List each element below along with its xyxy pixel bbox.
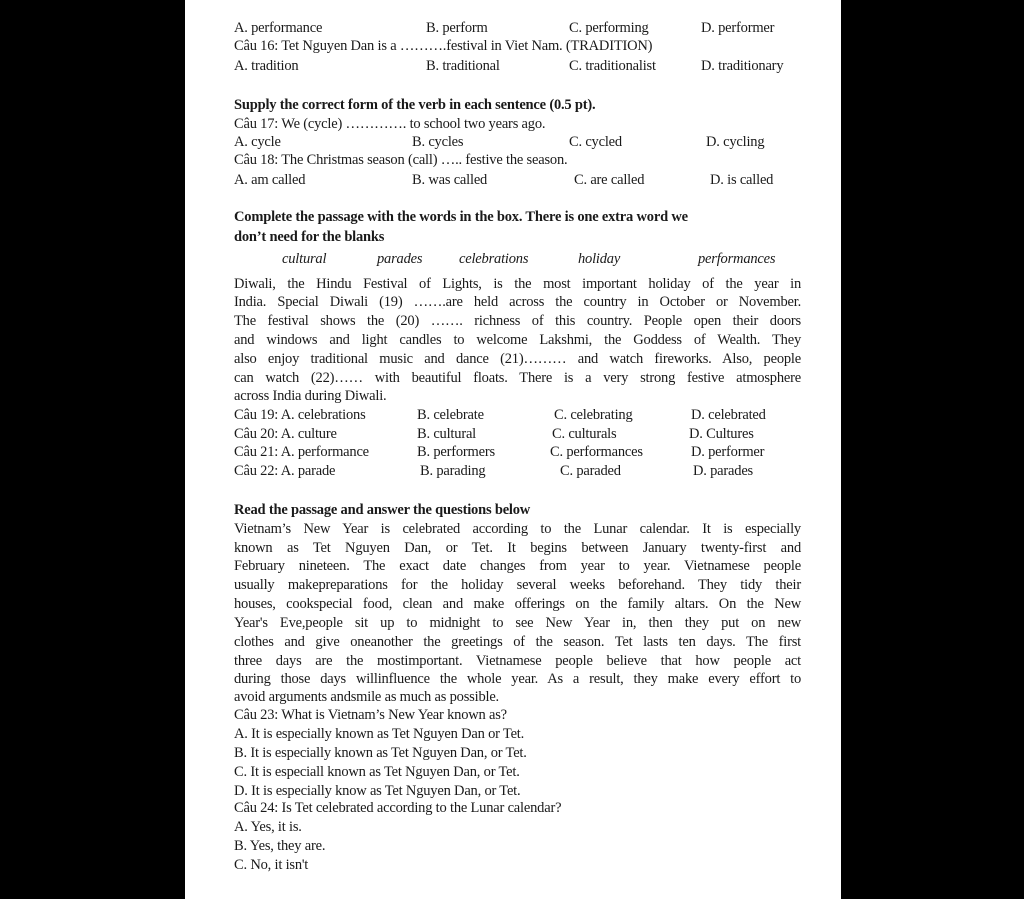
q16-option-c: C. traditionalist — [569, 58, 656, 74]
q23-question: Câu 23: What is Vietnam’s New Year known as? — [234, 707, 507, 723]
passage1-line: The festival shows the (20) ……. richness of this country. People open their doors — [234, 313, 801, 329]
q23-option-b: B. It is especially known as Tet Nguyen Dan, or Tet. — [234, 745, 527, 761]
q19-options — [234, 406, 801, 424]
q24-option-a: A. Yes, it is. — [234, 819, 302, 835]
q19-option-c: C. celebrating — [554, 407, 633, 423]
q16-option-d: D. traditionary — [701, 58, 784, 74]
passage2-line: usually makepreparations for the holiday several weeks beforehand. They tidy their — [234, 577, 801, 593]
q22-question: Câu 22: A. parade — [234, 463, 336, 479]
q20-option-c: C. culturals — [552, 426, 617, 442]
passage1-line: across India during Diwali. — [234, 388, 387, 404]
word-box-item: performances — [698, 251, 776, 267]
q17-options — [234, 133, 801, 151]
word-box-item: parades — [377, 251, 423, 267]
passage2-line: during those days willinfluence the whole year. As a result, they make every effort to — [234, 671, 801, 687]
passage2-line: houses, cookspecial food, clean and make offerings on the family altars. On the New — [234, 596, 801, 612]
q19-option-b: B. celebrate — [417, 407, 484, 423]
q17-question: Câu 17: We (cycle) …………. to school two years ago. — [234, 116, 546, 132]
q18-option-a: A. am called — [234, 172, 306, 188]
q24-question: Câu 24: Is Tet celebrated according to the Lunar calendar? — [234, 800, 562, 816]
passage1-line: also enjoy traditional music and dance (21)……… and watch fireworks. Also, people — [234, 351, 801, 367]
word-box-item: holiday — [578, 251, 621, 267]
q18-option-b: B. was called — [412, 172, 488, 188]
passage2-line: three days are the mostimportant. Vietnamese people believe that how people act — [234, 653, 801, 669]
q20-option-d: D. Cultures — [689, 426, 754, 442]
q16-option-a: A. tradition — [234, 58, 299, 74]
q22-option-b: B. parading — [420, 463, 486, 479]
q20-option-b: B. cultural — [417, 426, 477, 442]
section-heading-passage-line-1: Complete the passage with the words in the box. There is one extra word we — [234, 209, 688, 225]
q22-options — [234, 462, 801, 480]
q19-option-d: D. celebrated — [691, 407, 766, 423]
passage2-line: Vietnam’s New Year is celebrated according to the Lunar calendar. It is especially — [234, 521, 801, 537]
q16-options — [234, 57, 801, 75]
section-heading-passage-line-2: don’t need for the blanks — [234, 229, 385, 245]
passage1-line: India. Special Diwali (19) …….are held across the country in October or November. — [234, 294, 801, 310]
q15-option-c: C. performing — [569, 20, 649, 36]
word-box-item: celebrations — [459, 251, 529, 267]
q15-option-a: A. performance — [234, 20, 323, 36]
q24-option-b: B. Yes, they are. — [234, 838, 326, 854]
q20-options — [234, 425, 801, 443]
q17-option-b: B. cycles — [412, 134, 464, 150]
q23-option-a: A. It is especially known as Tet Nguyen Dan or Tet. — [234, 726, 525, 742]
document-page — [185, 0, 841, 899]
q23-option-d: D. It is especially know as Tet Nguyen Dan, or Tet. — [234, 783, 521, 799]
q18-option-d: D. is called — [710, 172, 774, 188]
q22-option-c: C. paraded — [560, 463, 621, 479]
q17-option-a: A. cycle — [234, 134, 281, 150]
q18-question: Câu 18: The Christmas season (call) ….. festive the season. — [234, 152, 568, 168]
q24-option-c: C. No, it isn't — [234, 857, 309, 873]
q19-question: Câu 19: A. celebrations — [234, 407, 366, 423]
q21-option-c: C. performances — [550, 444, 643, 460]
q22-option-d: D. parades — [693, 463, 754, 479]
passage1-line: and windows and light candles to welcome Lakshmi, the Goddess of Wealth. They — [234, 332, 801, 348]
q21-option-b: B. performers — [417, 444, 495, 460]
q15-option-d: D. performer — [701, 20, 775, 36]
word-box-item: cultural — [282, 251, 327, 267]
section-heading-reading: Read the passage and answer the questions below — [234, 502, 531, 518]
passage1-line: can watch (22)…… with beautiful floats. There is a very strong festive atmosphere — [234, 370, 801, 386]
q21-question: Câu 21: A. performance — [234, 444, 369, 460]
word-box — [234, 250, 801, 268]
q17-option-d: D. cycling — [706, 134, 765, 150]
passage2-line: avoid arguments andsmile as much as possible. — [234, 689, 499, 705]
section-heading-verb-form: Supply the correct form of the verb in each sentence (0.5 pt). — [234, 97, 596, 113]
q16-question: Câu 16: Tet Nguyen Dan is a ……….festival in Viet Nam. (TRADITION) — [234, 38, 653, 54]
passage2-line: clothes and give oneanother the greetings of the season. Tet lasts ten days. The first — [234, 634, 801, 650]
passage2-line: February nineteen. The exact date changes from year to year. Vietnamese people — [234, 558, 801, 574]
q20-question: Câu 20: A. culture — [234, 426, 337, 442]
q17-option-c: C. cycled — [569, 134, 622, 150]
passage2-line: Year's Eve,people sit up to midnight to see New Year in, then they put on new — [234, 615, 801, 631]
q15-options — [234, 19, 801, 37]
q18-option-c: C. are called — [574, 172, 645, 188]
passage1-line: Diwali, the Hindu Festival of Lights, is the most important holiday of the year in — [234, 276, 801, 292]
q16-option-b: B. traditional — [426, 58, 500, 74]
passage2-line: known as Tet Nguyen Dan, or Tet. It begins between January twenty-first and — [234, 540, 801, 556]
q18-options — [234, 171, 801, 189]
q23-option-c: C. It is especiall known as Tet Nguyen Dan, or Tet. — [234, 764, 520, 780]
q21-options — [234, 443, 801, 461]
q15-option-b: B. perform — [426, 20, 488, 36]
q21-option-d: D. performer — [691, 444, 765, 460]
